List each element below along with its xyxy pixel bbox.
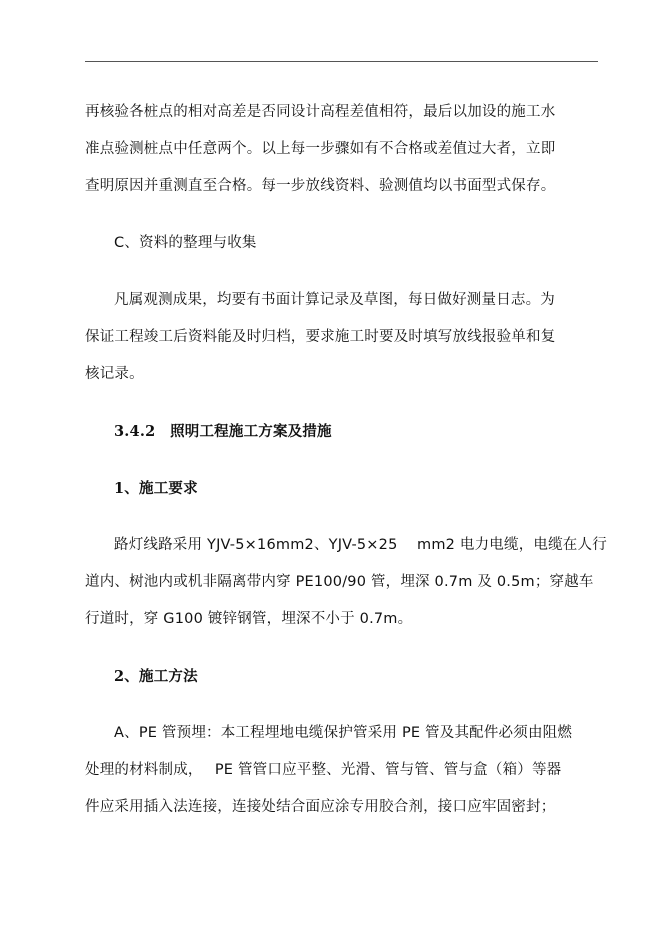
heading-3-4-2: 3.4.2 照明工程施工方案及措施	[114, 423, 332, 440]
text-line: 再核验各桩点的相对高差是否同设计高程差值相符，最后以加设的施工水	[85, 104, 556, 120]
text-line: 道内、树池内或机非隔离带内穿 PE100/90 管，埋深 0.7m 及 0.5m；穿越车	[85, 574, 594, 590]
heading-construction-requirements: 1、施工要求	[114, 480, 198, 497]
text-line: A、PE 管预埋：本工程埋地电缆保护管采用 PE 管及其配件必须由阻燃	[114, 725, 573, 741]
text-line: 保证工程竣工后资料能及时归档，要求施工时要及时填写放线报验单和复	[85, 329, 556, 345]
text-line: 查明原因并重测直至合格。每一步放线资料、验测值均以书面型式保存。	[85, 178, 556, 194]
text-line: 路灯线路采用 YJV-5×16mm2、YJV-5×25 mm2 电力电缆，电缆在人行	[114, 537, 607, 553]
paragraph-pe-pipe	[85, 715, 598, 826]
heading-construction-methods: 2、施工方法	[114, 668, 198, 685]
document-body	[85, 94, 607, 826]
text-line: 行道时，穿 G100 镀锌钢管，埋深不小于 0.7m。	[85, 611, 413, 627]
text-line: 准点验测桩点中任意两个。以上每一步骤如有不合格或差值过大者，立即	[85, 141, 556, 157]
paragraph-records	[85, 282, 598, 393]
text-line: 处理的材料制成， PE 管管口应平整、光滑、管与管、管与盒（箱）等器	[85, 762, 562, 778]
section-heading-c: C、资料的整理与收集	[114, 235, 257, 251]
text-line: 核记录。	[85, 366, 144, 382]
paragraph-cable-routing	[85, 527, 607, 638]
text-line: 件应采用插入法连接，连接处结合面应涂专用胶合剂，接口应牢固密封；	[85, 799, 556, 815]
text-line: 凡属观测成果，均要有书面计算记录及草图，每日做好测量日志。为	[114, 292, 555, 308]
header-rule	[85, 61, 598, 62]
paragraph-survey-check	[85, 94, 598, 205]
